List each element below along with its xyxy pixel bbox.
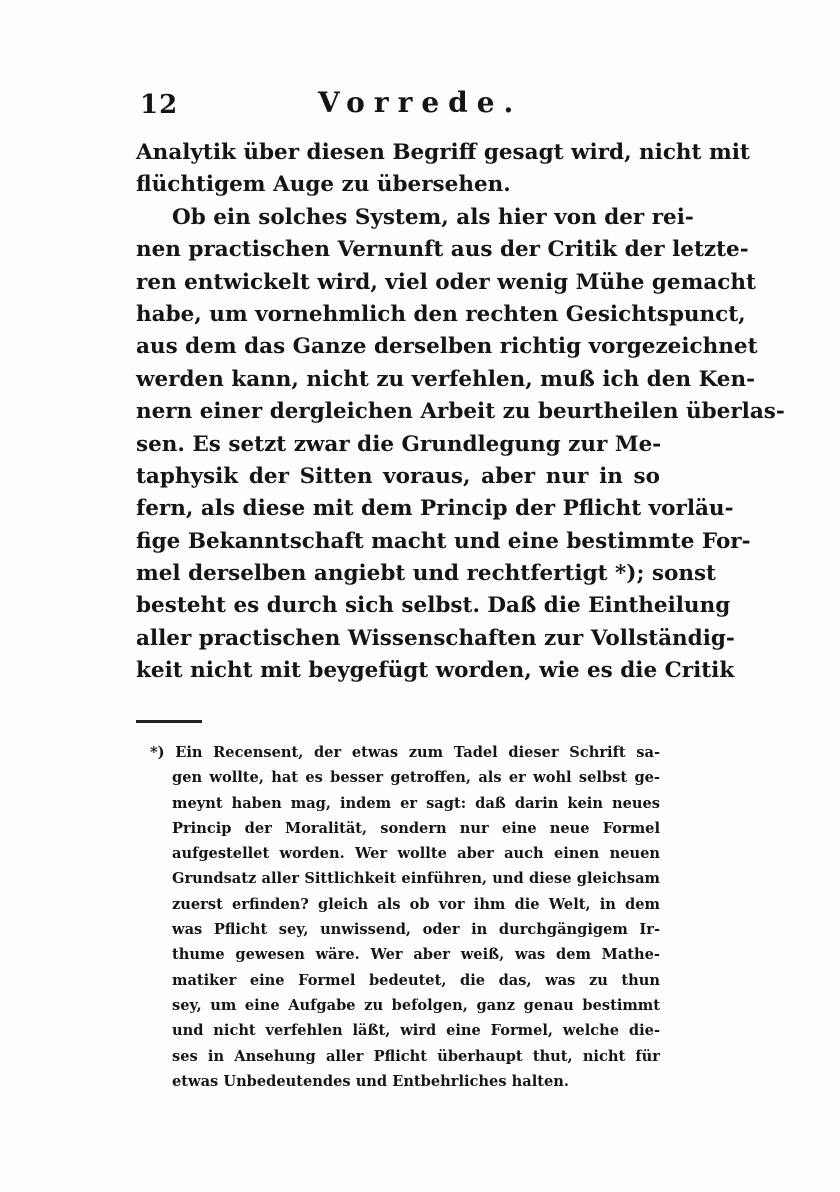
text-line: nern einer dergleichen Arbeit zu beurtheilen überlas- xyxy=(136,399,785,425)
footnote-line: sey, um eine Aufgabe zu befolgen, ganz genau bestimmt xyxy=(172,996,660,1014)
running-title: Vorrede. xyxy=(318,86,523,119)
footnote-separator xyxy=(136,720,202,723)
text-line: flüchtigem Auge zu übersehen. xyxy=(136,172,511,198)
text-line: werden kann, nicht zu verfehlen, muß ich den Ken- xyxy=(136,366,756,392)
footnote-line: gen wollte, hat es besser getroffen, als er wohl selbst ge- xyxy=(172,769,660,787)
text-line: aus dem das Ganze derselben richtig vorgezeichnet xyxy=(136,334,758,360)
text-line: fige Bekanntschaft macht und eine bestimmte For- xyxy=(136,528,751,554)
footnote-line: und nicht verfehlen läßt, wird eine Formel, welche die- xyxy=(172,1022,660,1040)
footnote-line: thume gewesen wäre. Wer aber weiß, was dem Mathe- xyxy=(172,946,660,964)
footnote-line: was Pflicht sey, unwissend, oder in durchgängigem Ir- xyxy=(172,921,660,939)
page-number: 12 xyxy=(140,90,179,120)
footnote-line: meynt haben mag, indem er sagt: daß darin kein neues xyxy=(172,794,660,812)
footnote-line: Grundsatz aller Sittlichkeit einführen, und diese gleichsam xyxy=(172,870,660,888)
text-line: keit nicht mit beygefügt worden, wie es die Critik xyxy=(136,658,735,684)
text-line: habe, um vornehmlich den rechten Gesichtspunct, xyxy=(136,301,746,327)
footnote-line: etwas Unbedeutendes und Entbehrliches halten. xyxy=(172,1072,569,1090)
text-line: taphysik der Sitten voraus, aber nur in so xyxy=(136,463,660,489)
footnote-line: ses in Ansehung aller Pflicht überhaupt thut, nicht für xyxy=(172,1047,660,1065)
footnote-line: Princip der Moralität, sondern nur eine neue Formel xyxy=(172,819,660,837)
text-line: sen. Es setzt zwar die Grundlegung zur Me- xyxy=(136,431,662,457)
footnote-line: *) Ein Recensent, der etwas zum Tadel dieser Schrift sa- xyxy=(150,744,660,761)
text-line: besteht es durch sich selbst. Daß die Eintheilung xyxy=(136,593,731,619)
footnote-line: aufgestellet worden. Wer wollte aber auch einen neuen xyxy=(172,845,660,863)
text-line: Analytik über diesen Begriff gesagt wird, nicht mit xyxy=(136,140,750,165)
text-line: fern, als diese mit dem Princip der Pflicht vorläu- xyxy=(136,496,734,522)
text-line: nen practischen Vernunft aus der Critik der letzte- xyxy=(136,237,749,263)
footnote-line: zuerst erfinden? gleich als ob vor ihm die Welt, in dem xyxy=(172,895,660,913)
footnote-line: matiker eine Formel bedeutet, die das, was zu thun xyxy=(172,971,660,989)
main-text xyxy=(136,137,785,688)
text-line: aller practischen Wissenschaften zur Vollständig- xyxy=(136,625,735,651)
page-header xyxy=(140,86,660,126)
text-line: mel derselben angiebt und rechtfertigt *); sonst xyxy=(136,561,716,587)
footnote xyxy=(150,740,660,1094)
text-line: Ob ein solches System, als hier von der rei- xyxy=(172,204,694,230)
text-line: ren entwickelt wird, viel oder wenig Mühe gemacht xyxy=(136,269,756,295)
